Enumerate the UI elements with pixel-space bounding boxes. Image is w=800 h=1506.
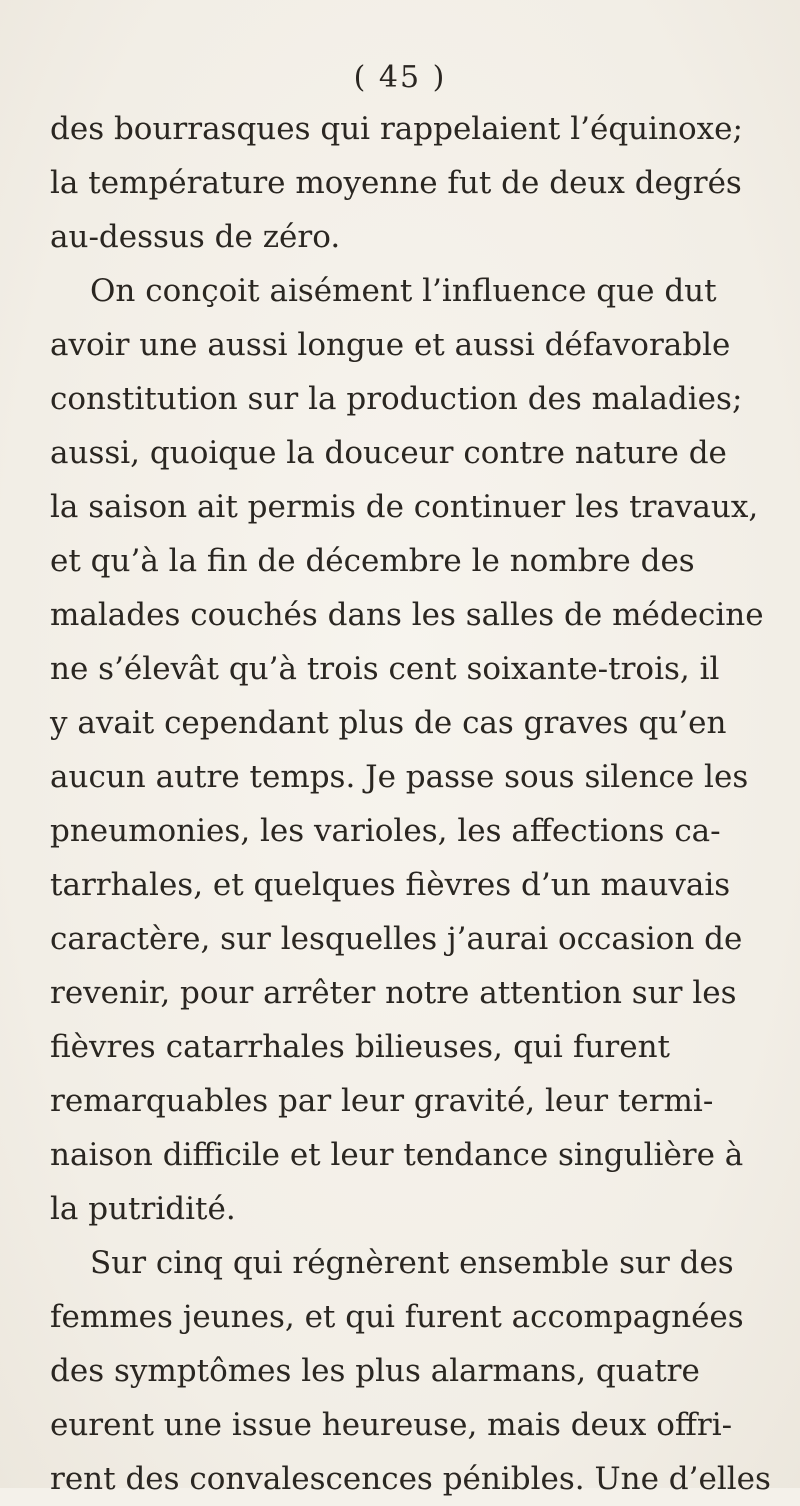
text-line: On conçoit aisément l’influence que dut	[90, 273, 717, 309]
text-line: la température moyenne fut de deux degrés	[50, 165, 742, 201]
text-line: au-dessus de zéro.	[50, 219, 341, 255]
text-line: femmes jeunes, et qui furent accompagnées	[50, 1299, 744, 1335]
text-line: aussi, quoique la douceur contre nature de	[50, 435, 727, 471]
text-line: avoir une aussi longue et aussi défavorable	[50, 327, 731, 363]
text-line: aucun autre temps. Je passe sous silence les	[50, 759, 749, 795]
text-line: rent des convalescences pénibles. Une d’elles	[50, 1461, 771, 1497]
text-line: y avait cependant plus de cas graves qu’en	[50, 705, 727, 741]
text-line: revenir, pour arrêter notre attention sur les	[50, 975, 737, 1011]
text-line: eurent une issue heureuse, mais deux offri-	[50, 1407, 733, 1443]
text-line: et qu’à la fin de décembre le nombre des	[50, 543, 695, 579]
text-line: malades couchés dans les salles de médecine	[50, 597, 764, 633]
text-line: caractère, sur lesquelles j’aurai occasion de	[50, 921, 743, 957]
body-text	[50, 102, 771, 1506]
text-line: remarquables par leur gravité, leur termi-	[50, 1083, 714, 1119]
page-number: ( 45 )	[353, 60, 447, 95]
text-line: la saison ait permis de continuer les travaux,	[50, 489, 759, 525]
text-line: pneumonies, les varioles, les affections ca-	[50, 813, 721, 849]
text-line: la putridité.	[50, 1191, 236, 1227]
text-line: constitution sur la production des maladies;	[50, 381, 743, 417]
text-line: des symptômes les plus alarmans, quatre	[50, 1353, 700, 1389]
text-line: des bourrasques qui rappelaient l’équinoxe;	[50, 111, 743, 147]
text-line: ne s’élevât qu’à trois cent soixante-trois, il	[50, 651, 720, 687]
text-line: tarrhales, et quelques fièvres d’un mauvais	[50, 867, 731, 903]
text-line: fièvres catarrhales bilieuses, qui furent	[50, 1029, 670, 1065]
text-line: Sur cinq qui régnèrent ensemble sur des	[90, 1245, 734, 1281]
text-line: naison difficile et leur tendance singulière à	[50, 1137, 744, 1173]
